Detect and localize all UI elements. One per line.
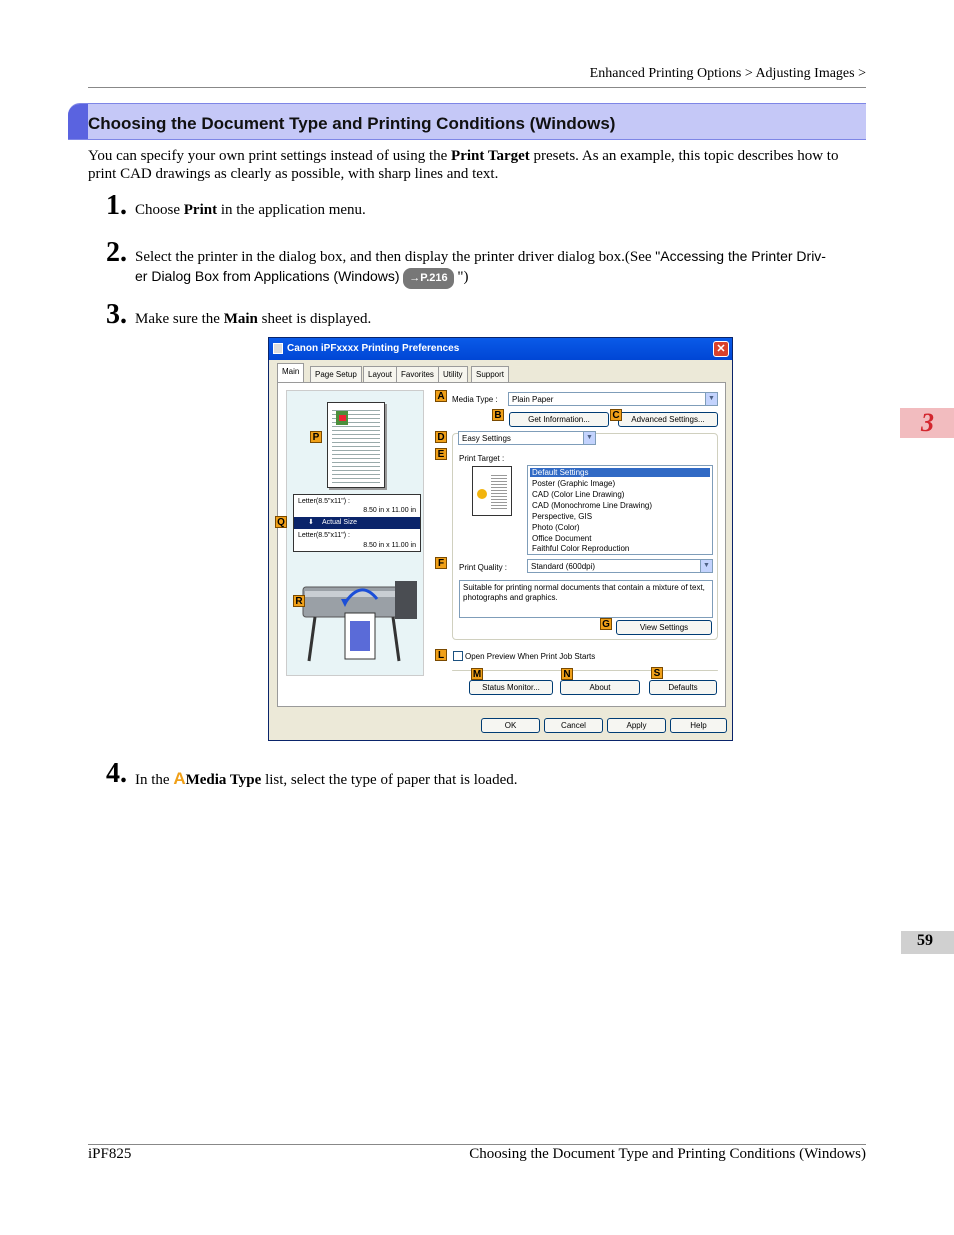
step-4-post: list, select the type of paper that is loaded.	[261, 772, 518, 788]
callout-m: M	[472, 669, 482, 680]
about-button[interactable]: About	[560, 680, 640, 695]
footer-rule	[88, 1144, 866, 1145]
easy-settings-select[interactable]	[458, 431, 596, 445]
list-item[interactable]: CAD (Monochrome Line Drawing)	[532, 501, 653, 510]
callout-a-marker: A	[173, 769, 186, 788]
step-1-text	[135, 201, 366, 220]
output-size-label: Letter(8.5"x11") :	[298, 532, 350, 539]
step-3-text	[135, 310, 371, 329]
media-type-value: Plain Paper	[512, 395, 554, 404]
help-button[interactable]: Help	[670, 718, 727, 733]
step-2-post: ")	[457, 269, 469, 285]
chapter-tab	[900, 408, 954, 438]
callout-p: P	[310, 431, 322, 443]
preview-image-accent	[339, 415, 346, 421]
print-target-label: Print Target :	[459, 454, 505, 463]
open-preview-checkbox[interactable]	[453, 651, 463, 661]
list-item[interactable]: Default Settings	[530, 468, 710, 477]
print-target-list[interactable]	[527, 465, 713, 555]
get-information-button[interactable]: Get Information...	[509, 412, 609, 427]
step-1-bold: Print	[183, 202, 218, 218]
chevron-down-icon: ▼	[700, 560, 712, 572]
print-quality-value: Standard (600dpi)	[531, 562, 596, 571]
printer-leg-left	[309, 617, 315, 661]
header-rule	[88, 87, 866, 88]
callout-r: R	[293, 595, 305, 607]
callout-q: Q	[275, 516, 287, 528]
step-4-text	[135, 769, 517, 790]
step-3-bold: Main	[223, 311, 258, 327]
original-size-label: Letter(8.5"x11") :	[298, 498, 350, 505]
intro-text-2: presets. As an example, this topic describes how to print CAD drawings as clearly as possible, with sharp lines and text.	[88, 148, 839, 182]
printing-preferences-dialog	[268, 337, 733, 741]
intro-text-1: You can specify your own print settings instead of using the	[88, 148, 452, 164]
chevron-down-icon: ▼	[583, 432, 595, 444]
thumbnail-flower	[477, 489, 487, 499]
tab-layout[interactable]: Layout	[363, 366, 397, 382]
callout-g: G	[600, 618, 612, 630]
tab-support[interactable]: Support	[471, 366, 509, 382]
actual-size-row[interactable]	[294, 517, 420, 529]
step-2-link-part-b[interactable]: er Dialog Box from Applications (Windows)	[135, 268, 400, 284]
step-2-link-part-a[interactable]: "Accessing the Printer Driv-	[655, 248, 826, 264]
step-1-post: in the application menu.	[217, 202, 366, 218]
banner-accent	[68, 104, 88, 140]
callout-c: C	[610, 409, 622, 421]
dialog-title-bar	[269, 338, 732, 360]
view-settings-button[interactable]: View Settings	[616, 620, 712, 635]
intro-paragraph	[88, 147, 866, 183]
list-item[interactable]: CAD (Color Line Drawing)	[532, 490, 625, 499]
tab-page-setup[interactable]: Page Setup	[310, 366, 362, 382]
media-type-select[interactable]	[508, 392, 718, 406]
cancel-button[interactable]: Cancel	[544, 718, 603, 733]
tab-favorites[interactable]: Favorites	[396, 366, 439, 382]
arrow-down-icon: ⬇	[308, 519, 314, 526]
thumbnail-text	[491, 473, 507, 509]
callout-d: D	[435, 431, 447, 443]
media-type-label: Media Type :	[452, 395, 498, 404]
apply-button[interactable]: Apply	[607, 718, 666, 733]
printer-illustration	[295, 569, 419, 669]
step-2-text	[135, 247, 866, 267]
actual-size-label: Actual Size	[322, 519, 358, 526]
step-2-number: 2.	[106, 237, 127, 268]
callout-a: A	[435, 390, 447, 402]
main-sheet-panel	[277, 382, 726, 707]
step-4-number: 4.	[106, 758, 127, 789]
output-size-value: 8.50 in x 11.00 in	[363, 542, 416, 549]
step-1-pre: Choose	[135, 202, 184, 218]
intro-bold-print-target: Print Target	[451, 148, 530, 164]
list-item[interactable]: Poster (Graphic Image)	[532, 479, 616, 488]
step-3-post: sheet is displayed.	[257, 311, 372, 327]
step-4-bold: Media Type	[185, 772, 262, 788]
list-item[interactable]: Faithful Color Reproduction	[532, 544, 630, 553]
callout-l: L	[435, 649, 447, 661]
defaults-button[interactable]: Defaults	[649, 680, 717, 695]
printer-icon	[273, 343, 283, 354]
list-item[interactable]: Office Document	[532, 534, 592, 543]
paper-size-box	[293, 494, 421, 552]
step-3-number: 3.	[106, 299, 127, 330]
print-target-description: Suitable for printing normal documents that contain a mixture of text, photographs and graphics.	[459, 580, 713, 618]
output-image	[350, 621, 370, 651]
original-size-value: 8.50 in x 11.00 in	[363, 507, 416, 514]
step-3-pre: Make sure the	[135, 311, 224, 327]
ok-button[interactable]: OK	[481, 718, 540, 733]
footer-title: Choosing the Document Type and Printing Conditions (Windows)	[469, 1146, 866, 1162]
dialog-title: Canon iPFxxxx Printing Preferences	[287, 343, 460, 354]
callout-n: N	[561, 668, 573, 680]
section-banner	[68, 103, 866, 140]
print-target-thumbnail	[472, 466, 512, 516]
tab-main[interactable]: Main	[277, 363, 304, 383]
page-number-tab	[901, 931, 954, 954]
open-preview-label: Open Preview When Print Job Starts	[465, 652, 596, 661]
print-quality-select[interactable]	[527, 559, 713, 573]
chevron-down-icon: ▼	[705, 393, 717, 405]
advanced-settings-button[interactable]: Advanced Settings...	[618, 412, 718, 427]
callout-e: E	[435, 448, 447, 460]
close-icon[interactable]: ✕	[713, 341, 729, 357]
callout-b: B	[492, 409, 504, 421]
list-item[interactable]: Photo (Color)	[532, 523, 580, 532]
breadcrumb: Enhanced Printing Options > Adjusting Images >	[589, 66, 866, 81]
step-4-pre: In the	[135, 772, 174, 788]
page-number: 59	[917, 932, 933, 949]
callout-f: F	[435, 557, 447, 569]
tab-utility[interactable]: Utility	[438, 366, 468, 382]
easy-settings-value: Easy Settings	[462, 434, 511, 443]
list-item[interactable]: Perspective, GIS	[532, 512, 593, 521]
footer-model: iPF825	[88, 1146, 132, 1162]
settings-preview	[286, 390, 424, 676]
print-quality-label: Print Quality :	[459, 563, 508, 572]
step-2-text-line2	[135, 267, 469, 289]
status-monitor-button[interactable]: Status Monitor...	[469, 680, 553, 695]
callout-s: S	[651, 667, 663, 679]
step-2-pre: Select the printer in the dialog box, and then display the printer driver dialog box.(See	[135, 249, 656, 265]
section-title: Choosing the Document Type and Printing Conditions (Windows)	[88, 114, 616, 133]
page-reference-badge[interactable]: →P.216	[403, 268, 453, 289]
paper-preview	[327, 402, 385, 488]
chapter-number: 3	[921, 408, 934, 437]
step-1-number: 1.	[106, 190, 127, 221]
divider	[452, 670, 718, 671]
printer-leg-right	[393, 617, 399, 661]
printer-side-panel	[395, 581, 417, 619]
